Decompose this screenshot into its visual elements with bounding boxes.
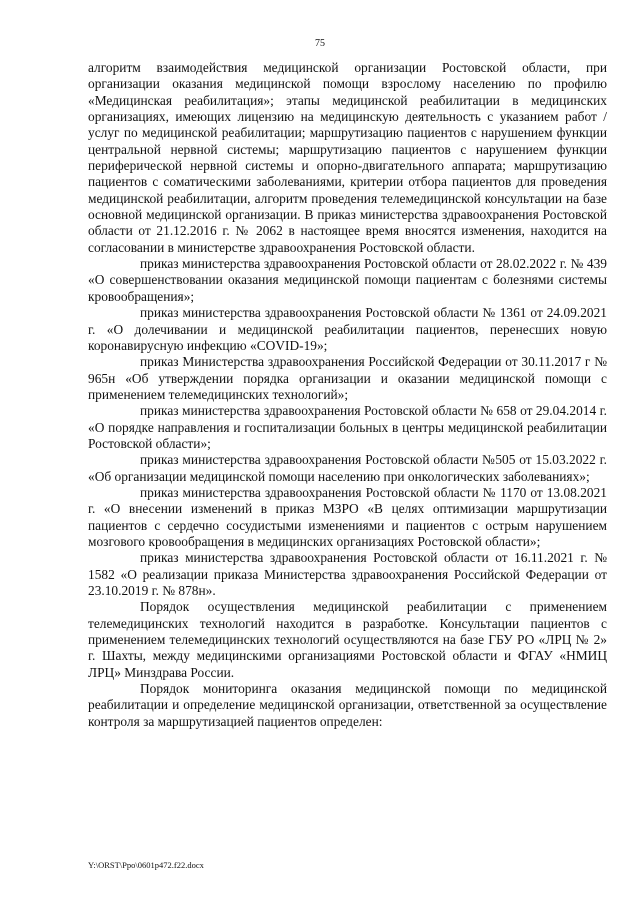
paragraph-8: приказ министерства здравоохранения Ростовской области от 16.11.2021 г. № 1582 «О реализации приказа Министерства здравоохранения Российской Федерации от 23.10.2019 г. № 878н». bbox=[88, 550, 607, 598]
page-number: 75 bbox=[315, 38, 325, 49]
document-body bbox=[88, 60, 607, 730]
paragraph-3: приказ министерства здравоохранения Ростовской области № 1361 от 24.09.2021 г. «О долечивании и медицинской реабилитации пациентов, перенесших новую коронавирусную инфекцию «COVID-19»; bbox=[88, 305, 607, 353]
paragraph-9: Порядок осуществления медицинской реабилитации с применением телемедицинских технологий находится в разработке. Консультации пациентов с применением телемедицинских технологий осуществляются на базе ГБУ РО «ЛРЦ № 2» г. Шахты, между медицинскими организациями Ростовской области и ФГАУ «НМИЦ ЛРЦ» Минздрава России. bbox=[88, 599, 607, 680]
paragraph-1: алгоритм взаимодействия медицинской организации Ростовской области, при организации оказания медицинской помощи взрослому населению по профилю «Медицинская реабилитация»; этапы медицинской реабилитации в медицинских организациях, имеющих лицензию на медицинскую деятельность с указанием работ /услуг по медицинской реабилитации; маршрутизацию пациентов с нарушением функции центральной нервной системы; маршрутизацию пациентов с нарушением функции периферической нервной системы и опорно-двигательного аппарата; маршрутизацию пациентов с соматическими заболеваниями, критерии отбора пациентов для проведения медицинской реабилитации, алгоритм проведения телемедицинской консультации на базе основной медицинской организации. В приказ министерства здравоохранения Ростовской области от 21.12.2016 г. № 2062 в настоящее время вносятся изменения, находится на согласовании в министерстве здравоохранения Ростовской области. bbox=[88, 60, 607, 255]
footer-file-path: Y:\ORST\Ppo\0601p472.f22.docx bbox=[88, 860, 204, 870]
paragraph-2: приказ министерства здравоохранения Ростовской области от 28.02.2022 г. № 439 «О совершенствовании оказания медицинской помощи пациентам с болезнями системы кровообращения»; bbox=[88, 256, 607, 304]
paragraph-6: приказ министерства здравоохранения Ростовской области №505 от 15.03.2022 г. «Об организации медицинской помощи населению при онкологических заболеваниях»; bbox=[88, 452, 607, 484]
paragraph-7: приказ министерства здравоохранения Ростовской области № 1170 от 13.08.2021 г. «О внесении изменений в приказ МЗРО «В целях оптимизации маршрутизации пациентов с сердечно сосудистыми изменениями и пациентов с острым нарушением мозгового кровообращения в медицинских организациях Ростовской области»; bbox=[88, 484, 607, 549]
paragraph-10: Порядок мониторинга оказания медицинской помощи по медицинской реабилитации и определение медицинской организации, ответственной за осуществление контроля за маршрутизацией пациентов определен: bbox=[88, 681, 607, 729]
paragraph-4: приказ Министерства здравоохранения Российской Федерации от 30.11.2017 г № 965н «Об утверждении порядка организации и оказании медицинской помощи с применением телемедицинских технологий»; bbox=[88, 354, 607, 402]
paragraph-5: приказ министерства здравоохранения Ростовской области № 658 от 29.04.2014 г. «О порядке направления и госпитализации больных в центры медицинской реабилитации Ростовской области»; bbox=[88, 403, 607, 451]
